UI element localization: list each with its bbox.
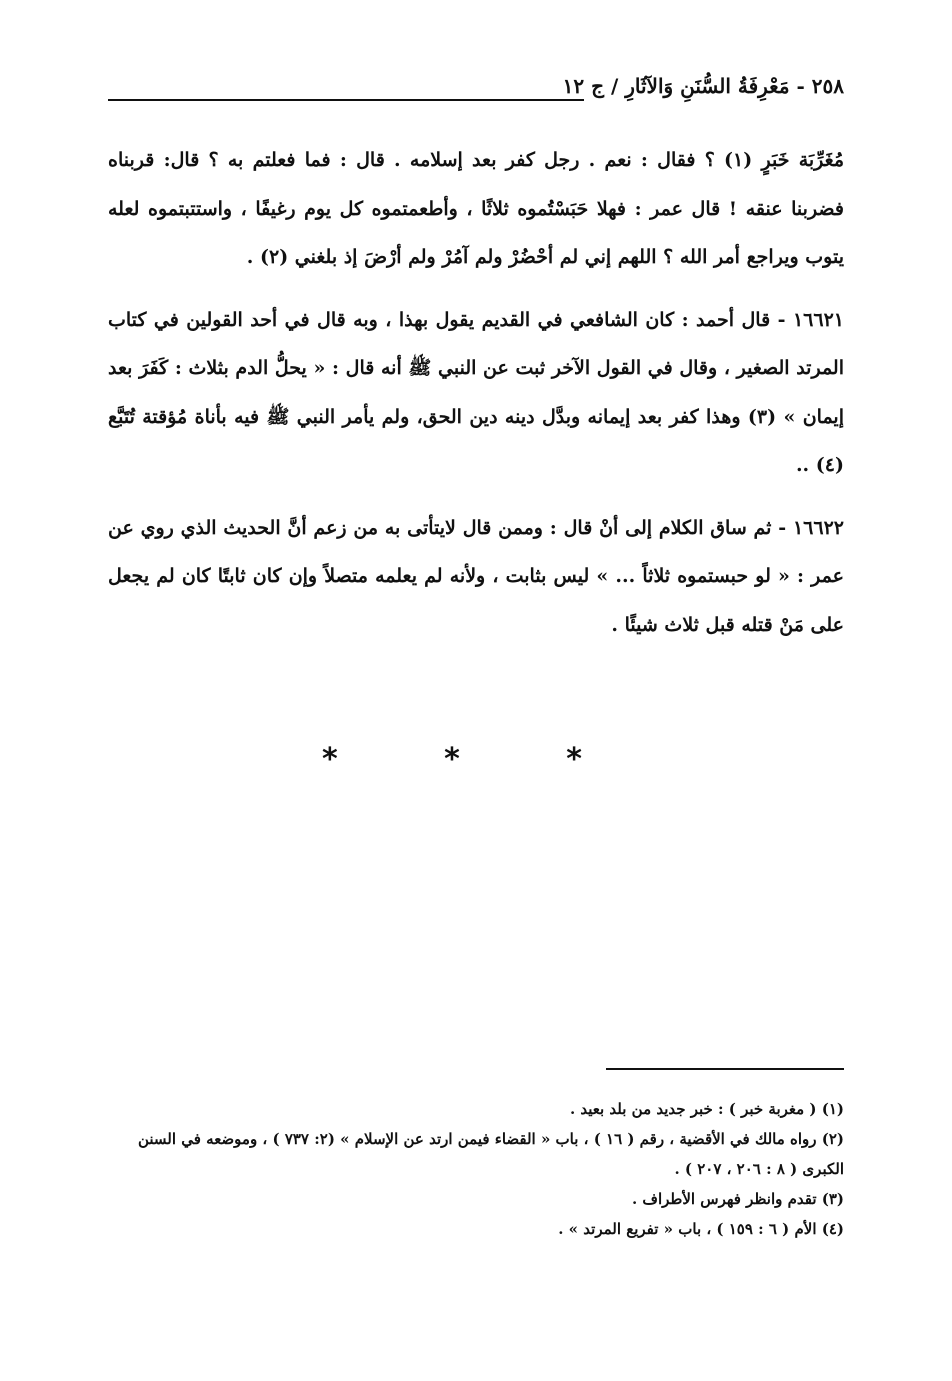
footnote-2: (٢) رواه مالك في الأقضية ، رقم ( ١٦ ) ، باب « القضاء فيمن ارتد عن الإسلام » (٢: ٧٣٧ ) ، وموضعه في السنن الكبرى ( ٨ : ٢٠٦ ، ٢٠٧ ) . <box>137 1130 844 1178</box>
paragraph-1: مُغَرِّبَة خَبَرٍ (١) ؟ فقال : نعم . رجل كفر بعد إسلامه . قال : فما فعلتم به ؟ قال: قربناه فضربنا عنقه ! قال عمر : فهلا حَبَسْتُموه ثلاثًا ، وأطعمتموه كل يوم رغيفًا ، واستتبتموه لعله يتوب ويراجع أمر الله ؟ اللهم إني لم أحْضُرْ ولم آمُرْ ولم أرْضَ إذ بلغني (٢) . <box>108 149 845 268</box>
footnote-rule <box>606 1068 844 1070</box>
section-separator: * * * <box>322 742 630 777</box>
paragraph-3: ١٦٦٢٢ - ثم ساق الكلام إلى أنْ قال : وممن قال لايتأتى به من زعم أنَّ الحديث الذي روي عن عمر : « لو حبستموه ثلاثاً ... » ليس بثابت ، ولأنه لم يعلمه متصلاً وإن كان ثابتًا كان لم يجعل على مَنْ قتله قبل ثلاث شيئًا . <box>108 516 844 636</box>
main-text <box>108 136 844 663</box>
header-title: ٢٥٨ - مَعْرِفَةُ السُّنَنِ وَالآثَارِ / ج ١٢ <box>562 74 844 98</box>
header-rule <box>108 99 584 101</box>
paragraph-2: ١٦٦٢١ - قال أحمد : كان الشافعي في القديم يقول بهذا ، وبه قال في أحد القولين في كتاب المرتد الصغير ، وقال في القول الآخر ثبت عن النبي ﷺ أنه قال : « يحلُّ الدم بثلاث : كَفَرَ بعد إيمان » (٣) وهذا كفر بعد إيمانه وبدَّل دينه دين الحق، ولم يأمر النبي ﷺ فيه بأناة مُؤقتة تُتَبَّع (٤) .. <box>108 308 844 476</box>
footnote-4: (٤) الأم ( ٦ : ١٥٩ ) ، باب « تفريع المرتد » . <box>558 1220 844 1238</box>
footnote-1: (١) ( مغربة خبر ) : خبر جديد من بلد بعيد . <box>569 1100 844 1118</box>
footnote-3: (٣) تقدم وانظر فهرس الأطراف . <box>631 1190 844 1208</box>
running-header <box>108 72 844 106</box>
footnotes <box>108 1094 844 1244</box>
